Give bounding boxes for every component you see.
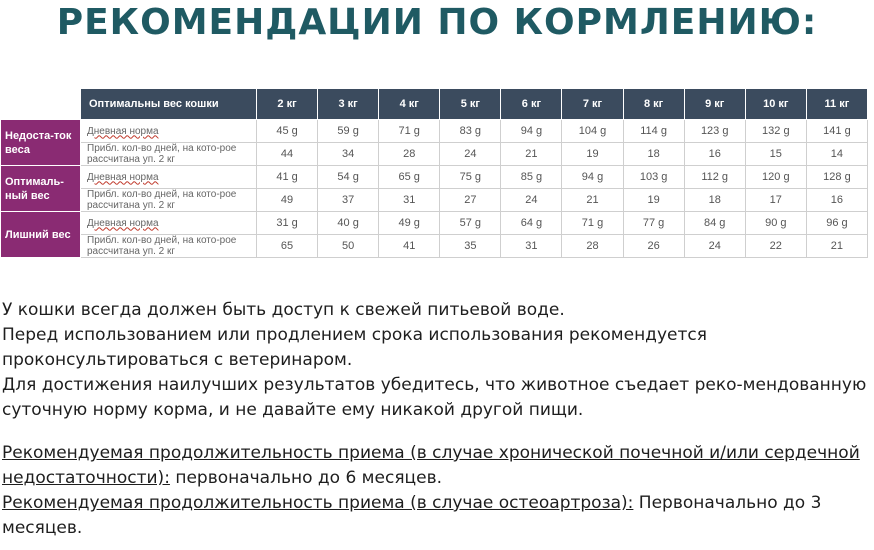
header-weight: 7 кг [562,89,623,120]
daily-value-cell: 75 g [440,166,501,189]
days-value-cell: 19 [623,189,684,212]
daily-value-cell: 59 g [318,120,379,143]
days-value-cell: 24 [684,235,745,258]
notes-section [2,298,870,541]
days-value-cell: 18 [684,189,745,212]
days-value-cell: 35 [440,235,501,258]
days-label: Прибл. кол-во дней, на кото-рое рассчитана уп. 2 кг [81,235,257,258]
page-title: РЕКОМЕНДАЦИИ ПО КОРМЛЕНИЮ: [56,2,818,43]
table-row [1,166,868,189]
days-value-cell: 16 [684,143,745,166]
header-weight: 11 кг [806,89,867,120]
days-value-cell: 15 [745,143,806,166]
daily-value-cell: 31 g [257,212,318,235]
days-value-cell: 28 [562,235,623,258]
duration-chronic-label: Рекомендуемая продолжительность приема (в случае хронической почечной и/или сердечной недостаточности): [2,443,860,488]
duration-osteo-value: Первоначально до 3 месяцев. [2,493,822,538]
daily-value-cell: 141 g [806,120,867,143]
daily-value-cell: 45 g [257,120,318,143]
note-vet: Перед использованием или продлением срока использования рекомендуется проконсультироваться с ветеринаром. [2,325,707,370]
daily-norm-label: Дневная норма [81,120,257,143]
duration-chronic-value: первоначально до 6 месяцев. [169,468,442,488]
days-value-cell: 44 [257,143,318,166]
header-weight: 3 кг [318,89,379,120]
header-weight-label: Оптимальны вес кошки [81,89,257,120]
category-label: Оптималь-ный вес [1,166,81,212]
days-value-cell: 50 [318,235,379,258]
category-label: Лишний вес [1,212,81,258]
daily-value-cell: 94 g [562,166,623,189]
days-value-cell: 41 [379,235,440,258]
category-label: Недоста-ток веса [1,120,81,166]
daily-value-cell: 83 g [440,120,501,143]
days-value-cell: 21 [806,235,867,258]
days-value-cell: 24 [501,189,562,212]
days-value-cell: 21 [501,143,562,166]
header-weight: 2 кг [257,89,318,120]
daily-value-cell: 94 g [501,120,562,143]
table-row [1,212,868,235]
days-value-cell: 37 [318,189,379,212]
header-weight: 6 кг [501,89,562,120]
header-corner [1,89,81,120]
table-row [1,189,868,212]
header-weight: 4 кг [379,89,440,120]
daily-value-cell: 85 g [501,166,562,189]
note-results: Для достижения наилучших результатов убедитесь, что животное съедает реко-мендованную суточную норму корма, и не давайте ему никакой другой пищи. [2,375,867,420]
days-value-cell: 21 [562,189,623,212]
daily-value-cell: 132 g [745,120,806,143]
days-value-cell: 26 [623,235,684,258]
feeding-table [0,88,868,258]
days-value-cell: 49 [257,189,318,212]
days-value-cell: 18 [623,143,684,166]
daily-value-cell: 103 g [623,166,684,189]
daily-value-cell: 64 g [501,212,562,235]
days-value-cell: 16 [806,189,867,212]
note-duration-chronic [2,441,870,491]
days-value-cell: 19 [562,143,623,166]
daily-value-cell: 65 g [379,166,440,189]
daily-value-cell: 112 g [684,166,745,189]
days-label: Прибл. кол-во дней, на кото-рое рассчитана уп. 2 кг [81,189,257,212]
header-weight: 5 кг [440,89,501,120]
daily-value-cell: 40 g [318,212,379,235]
header-weight: 8 кг [623,89,684,120]
note-duration-osteo [2,491,870,541]
days-value-cell: 34 [318,143,379,166]
daily-value-cell: 90 g [745,212,806,235]
daily-value-cell: 71 g [562,212,623,235]
daily-value-cell: 71 g [379,120,440,143]
days-value-cell: 22 [745,235,806,258]
days-value-cell: 14 [806,143,867,166]
daily-norm-label: Дневная норма [81,212,257,235]
header-weight: 9 кг [684,89,745,120]
header-weight: 10 кг [745,89,806,120]
table-row [1,235,868,258]
daily-value-cell: 114 g [623,120,684,143]
table-row [1,143,868,166]
days-value-cell: 65 [257,235,318,258]
note-water: У кошки всегда должен быть доступ к свежей питьевой воде. [2,300,565,320]
daily-value-cell: 41 g [257,166,318,189]
table-header-row [1,89,868,120]
days-value-cell: 28 [379,143,440,166]
daily-value-cell: 57 g [440,212,501,235]
days-value-cell: 24 [440,143,501,166]
days-value-cell: 31 [501,235,562,258]
daily-value-cell: 104 g [562,120,623,143]
daily-value-cell: 96 g [806,212,867,235]
duration-osteo-label: Рекомендуемая продолжительность приема (в случае остеоартроза): [2,493,634,513]
table-row [1,120,868,143]
daily-value-cell: 77 g [623,212,684,235]
daily-value-cell: 123 g [684,120,745,143]
daily-value-cell: 84 g [684,212,745,235]
days-label: Прибл. кол-во дней, на кото-рое рассчитана уп. 2 кг [81,143,257,166]
daily-value-cell: 128 g [806,166,867,189]
days-value-cell: 17 [745,189,806,212]
days-value-cell: 31 [379,189,440,212]
daily-value-cell: 49 g [379,212,440,235]
daily-value-cell: 54 g [318,166,379,189]
daily-value-cell: 120 g [745,166,806,189]
days-value-cell: 27 [440,189,501,212]
daily-norm-label: Дневная норма [81,166,257,189]
